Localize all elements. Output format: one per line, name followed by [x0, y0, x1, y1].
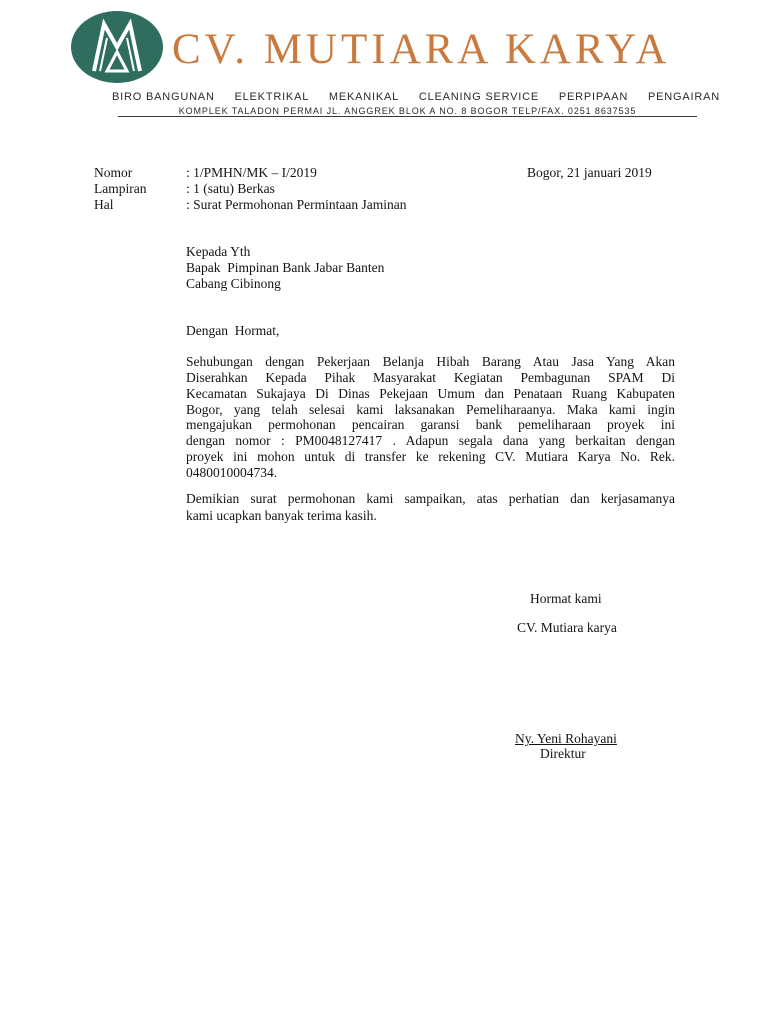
service-item: CLEANING SERVICE	[418, 91, 540, 103]
recipient-line: Kepada Yth	[186, 244, 251, 259]
body-line: Kecamatan Sukajaya Di Dinas Pekejaan Umum dan Penataan Ruang Kabupaten	[186, 385, 675, 401]
signer-title: Direktur	[540, 746, 586, 761]
signer-name: Ny. Yeni Rohayani	[515, 731, 617, 746]
body-paragraph	[186, 354, 675, 481]
place-date: Bogor, 21 januari 2019	[527, 165, 652, 180]
body-line: Sehubungan dengan Pekerjaan Belanja Hibah Barang Atau Jasa Yang Akan	[186, 354, 675, 369]
mk-monogram-icon	[70, 10, 166, 86]
closing-company: CV. Mutiara karya	[517, 620, 617, 635]
body-line: 0480010004734.	[186, 464, 278, 480]
body-line: Diserahkan Kepada Pihak Masyarakat Kegiatan Pembagunan SPAM Di	[186, 369, 675, 385]
body-line: dengan nomor : PM0048127417 . Adapun segala dana yang berkaitan dengan	[186, 433, 675, 449]
body-line: kami ucapkan banyak terima kasih.	[186, 507, 377, 523]
service-item: BIRO BANGUNAN	[112, 91, 215, 103]
body-paragraph	[186, 491, 675, 524]
recipient-line: Cabang Cibinong	[186, 276, 281, 291]
body-line: proyek ini mohon untuk di transfer ke rekening CV. Mutiara Karya No. Rek.	[186, 449, 675, 465]
salutation: Dengan Hormat,	[186, 323, 280, 338]
recipient-line: Bapak Pimpinan Bank Jabar Banten	[186, 260, 385, 275]
service-item: ELEKTRIKAL	[234, 91, 310, 103]
body-line: Bogor, yang telah selesai kami laksanakan Pemeliharaanya. Maka kami ingin	[186, 401, 675, 417]
service-item: PENGAIRAN	[647, 91, 720, 103]
company-name: CV. MUTIARA KARYA	[172, 26, 671, 73]
body-line: Demikian surat permohonan kami sampaikan, atas perhatian dan kerjasamanya	[186, 491, 675, 506]
service-item: PERPIPAAN	[558, 91, 629, 103]
nomor-value: : 1/PMHN/MK – I/2019	[186, 165, 317, 180]
hal-label: Hal	[94, 197, 114, 212]
company-address: KOMPLEK TALADON PERMAI JL. ANGGREK BLOK A NO. 8 BOGOR TELP/FAX. 0251 8637535	[178, 106, 637, 116]
closing-greeting: Hormat kami	[530, 591, 602, 606]
service-item: MEKANIKAL	[328, 91, 400, 103]
hal-value: : Surat Permohonan Permintaan Jaminan	[186, 197, 407, 212]
lampiran-label: Lampiran	[94, 181, 147, 196]
body-line: mengajukan permohonan pencairan garansi bank pemeliharaan proyek ini	[186, 417, 675, 433]
nomor-label: Nomor	[94, 165, 133, 180]
letterhead-divider	[118, 116, 697, 117]
lampiran-value: : 1 (satu) Berkas	[186, 181, 275, 196]
services-line	[112, 91, 720, 104]
